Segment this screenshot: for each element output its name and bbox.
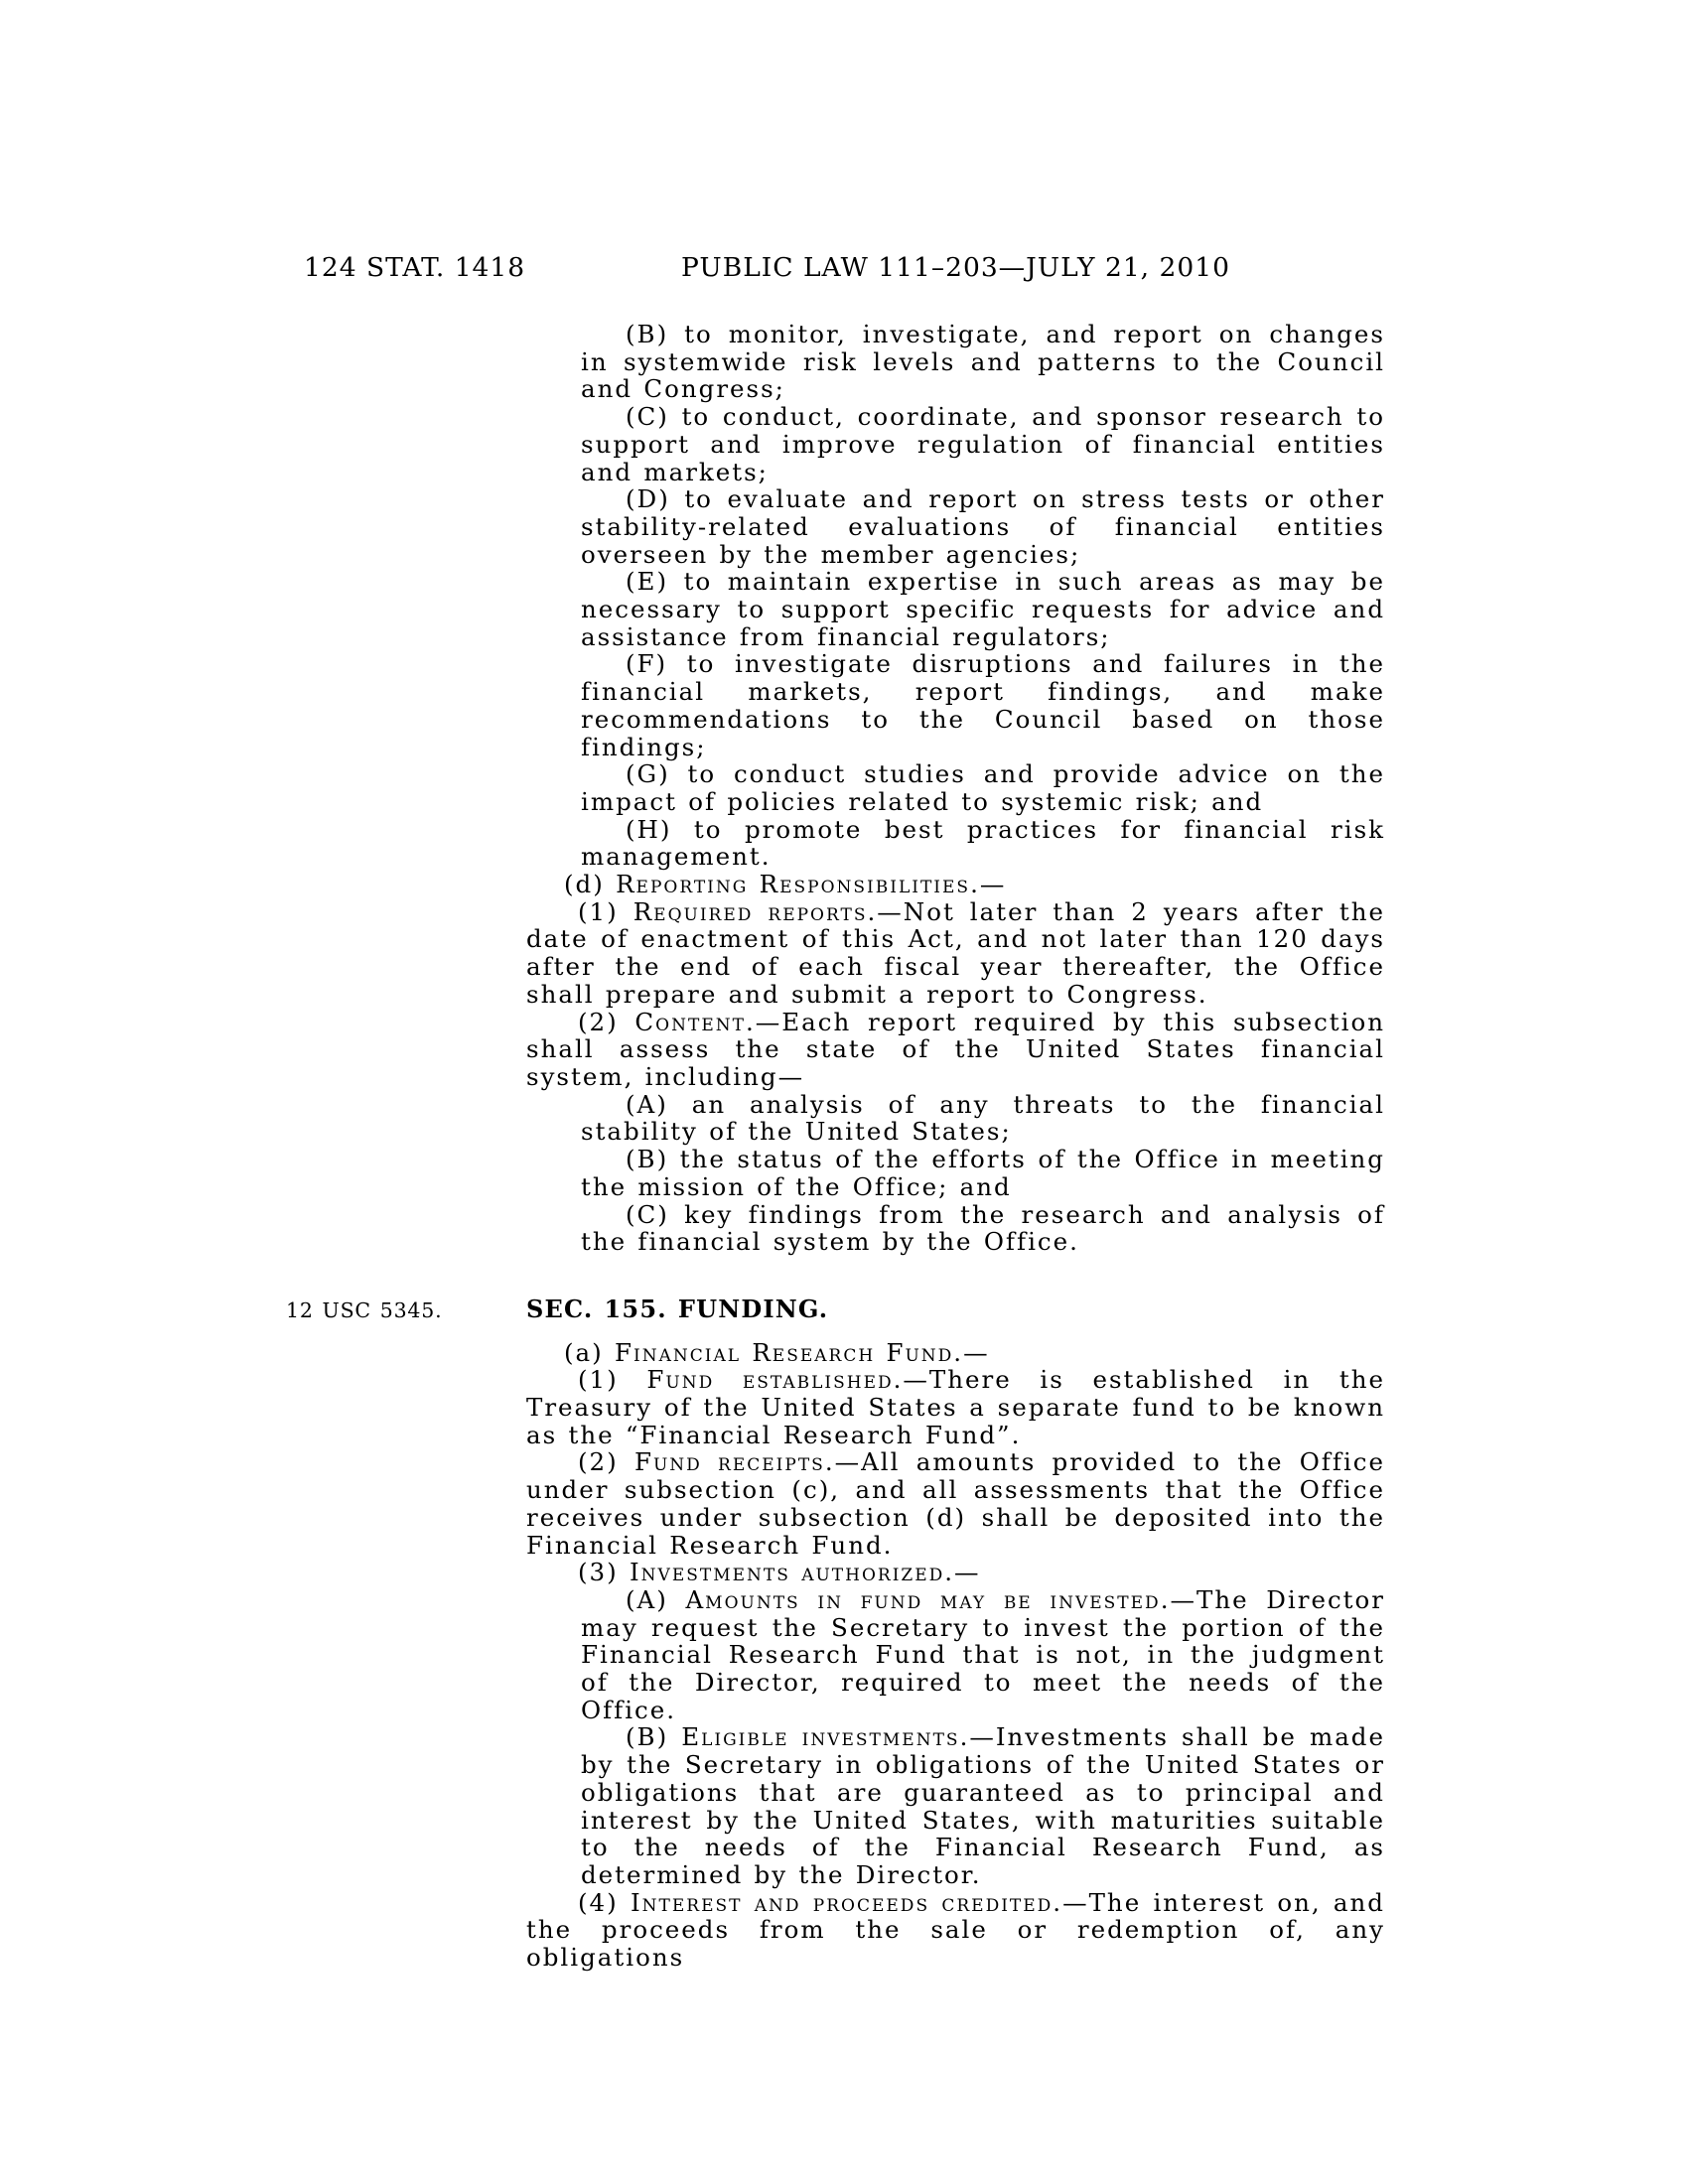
- text-run: (C) key findings from the research and analysis of the financial system by the Office.: [581, 1199, 1385, 1257]
- law-title: PUBLIC LAW 111–203—JULY 21, 2010: [681, 252, 1230, 283]
- text-run: (B) to monitor, investigate, and report on changes in systemwide risk levels and patterns to the Council and Congress;: [581, 320, 1385, 404]
- paragraph-4-interest-proceeds: [526, 1889, 1385, 1972]
- text-run: (2): [578, 1447, 634, 1477]
- subsection-a-financial-research-fund: [526, 1339, 1385, 1367]
- subparagraph-B-status: [526, 1146, 1385, 1200]
- small-caps-run: Fund established: [646, 1365, 894, 1395]
- text-run: (H) to promote best practices for financial risk management.: [581, 814, 1385, 872]
- text-run: (4): [578, 1887, 631, 1917]
- small-caps-run: Amounts in fund may be invested: [685, 1584, 1161, 1614]
- text-run: (G) to conduct studies and provide advice on the impact of policies related to systemic risk; and: [581, 759, 1385, 816]
- small-caps-run: Content: [634, 1007, 746, 1036]
- subsection-d-reporting: [526, 871, 1385, 898]
- small-caps-run: Eligible investments: [681, 1722, 960, 1752]
- text-run: (1): [578, 1365, 647, 1395]
- text-run: .—Investments shall be made by the Secretary in obligations of the United States or obligations that are guaranteed as to principal and interest by the United States, with maturities suitable to the needs of the Financial Research Fund, as determined by the Director.: [581, 1722, 1385, 1889]
- small-caps-run: Investments authorized: [630, 1558, 945, 1587]
- text-run: .—Not later than 2 years after the date of enactment of this Act, and not later than 120 days after the end of each fiscal year thereafter, the Office shall prepare and submit a report to Congress.: [526, 896, 1385, 1009]
- subparagraph-A-analysis: [526, 1091, 1385, 1146]
- subparagraph-F-disruptions: [526, 650, 1385, 760]
- statute-body: [286, 320, 1386, 1973]
- text-run: .—There is established in the Treasury of the United States a separate fund to be known as the “Financial Research Fund”.: [526, 1365, 1385, 1449]
- text-run: (2): [578, 1007, 635, 1036]
- text-run: (E) to maintain expertise in such areas as may be necessary to support specific requests for advice and assistance from financial regulators;: [581, 567, 1385, 651]
- subparagraph-H-best-practices: [526, 816, 1385, 871]
- paragraph-1-required-reports: [526, 898, 1385, 1009]
- text-run: .—: [953, 1337, 990, 1367]
- text-run: (F) to investigate disruptions and failures in the financial markets, report findings, and make recommendations to the Council based on those findings;: [581, 649, 1385, 761]
- text-run: (1): [578, 896, 633, 926]
- us-code-citation-note: 12 USC 5345.: [286, 1297, 443, 1322]
- page-header: [0, 252, 1688, 288]
- subparagraph-B-eligible-investments: [526, 1723, 1385, 1888]
- text-run: .—: [970, 870, 1007, 899]
- text-run: (3): [578, 1558, 630, 1587]
- paragraph-2-content: [526, 1009, 1385, 1091]
- small-caps-run: Required reports: [633, 896, 868, 926]
- subparagraph-A-amounts-invested: [526, 1586, 1385, 1724]
- text-run: (d): [564, 870, 617, 899]
- text-run: .—Each report required by this subsection shall assess the state of the United States financial system, including—: [526, 1007, 1385, 1091]
- section-heading-155: [286, 1294, 1385, 1323]
- subparagraph-D-stress-tests: [526, 485, 1385, 568]
- text-run: (A): [626, 1584, 686, 1614]
- subparagraph-G-studies: [526, 760, 1385, 815]
- paragraph-3-investments-authorized: [526, 1559, 1385, 1586]
- text-run: .—The Director may request the Secretary to invest the portion of the Financial Research Fund that is not, in the judgment of the Director, required to meet the needs of the Office.: [581, 1584, 1385, 1724]
- paragraph-2-fund-receipts: [526, 1448, 1385, 1559]
- text-run: (D) to evaluate and report on stress tests or other stability-related evaluations of financial entities overseen by the member agencies;: [581, 484, 1385, 569]
- subparagraph-B-monitor: [526, 321, 1385, 403]
- text-run: (B) the status of the efforts of the Office in meeting the mission of the Office; and: [581, 1145, 1385, 1201]
- text-run: (B): [626, 1722, 682, 1752]
- text-run: .—All amounts provided to the Office under subsection (c), and all assessments that the Office receives under subsection (d) shall be deposited into the Financial Research Fund.: [526, 1447, 1386, 1560]
- stat-page-number: 124 STAT. 1418: [304, 252, 526, 283]
- small-caps-run: Interest and proceeds credited: [630, 1887, 1054, 1917]
- paragraph-1-fund-established: [526, 1366, 1385, 1448]
- small-caps-run: Fund receipts: [633, 1447, 825, 1477]
- text-run: (A) an analysis of any threats to the financial stability of the United States;: [581, 1089, 1385, 1147]
- text-run: SEC. 155. FUNDING.: [526, 1294, 829, 1323]
- text-run: (a): [564, 1337, 616, 1367]
- subparagraph-C-research: [526, 403, 1385, 485]
- text-run: (C) to conduct, coordinate, and sponsor research to support and improve regulation of financial entities and markets;: [581, 402, 1385, 486]
- text-run: .—The interest on, and the proceeds from the sale or redemption of, any obligations: [526, 1887, 1385, 1973]
- small-caps-run: Reporting Responsibilities: [616, 870, 971, 899]
- small-caps-run: Financial Research Fund: [615, 1337, 954, 1367]
- text-run: .—: [944, 1558, 981, 1587]
- subparagraph-E-expertise: [526, 568, 1385, 650]
- subparagraph-C-key-findings: [526, 1201, 1385, 1256]
